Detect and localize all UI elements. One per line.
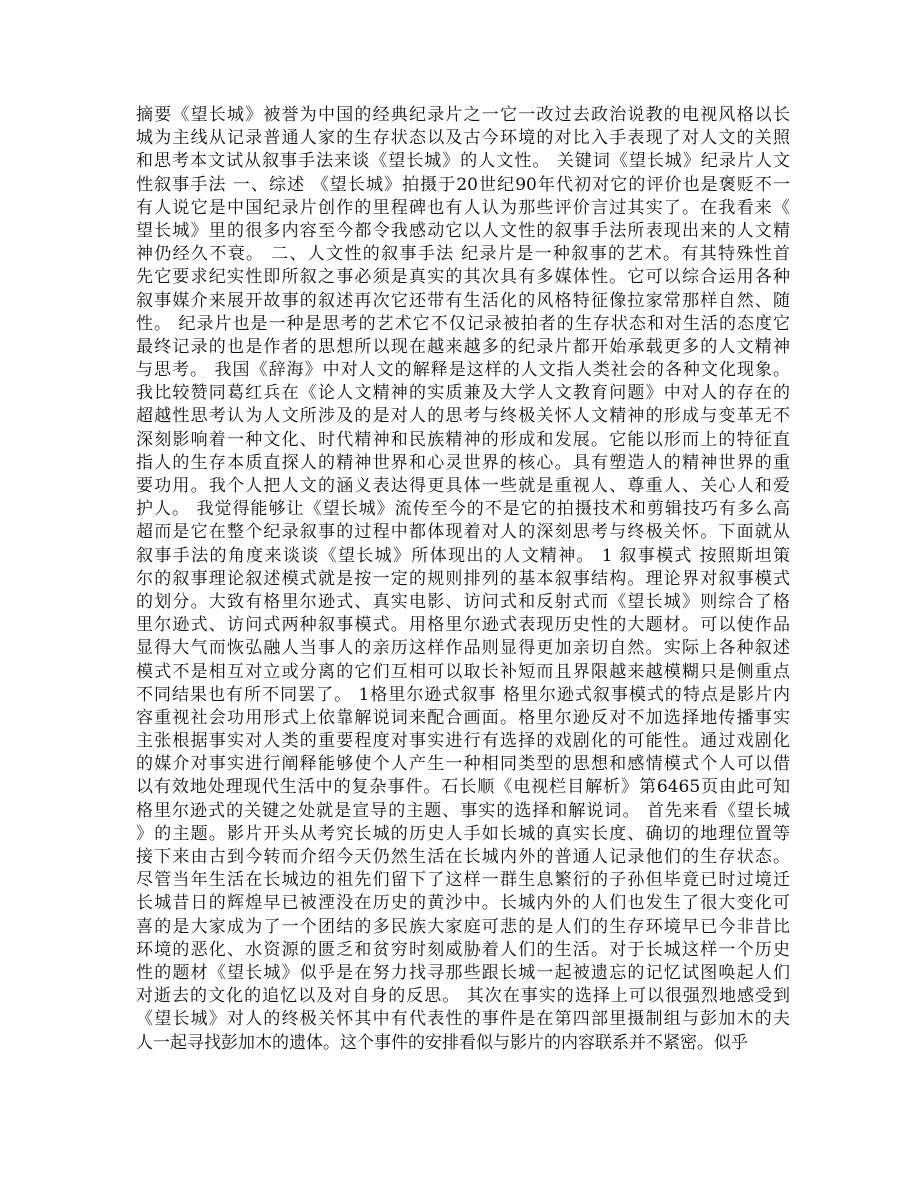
text-line: 对逝去的文化的追忆以及对自身的反思。 其次在事实的选择上可以很强烈地感受到 — [136, 986, 790, 1007]
text-line: 尔的叙事理论叙述模式就是按一定的规则排列的基本叙事结构。理论界对叙事模式 — [136, 568, 790, 589]
text-line: 性的题材《望长城》似乎是在努力找寻那些跟长城一起被遗忘的记忆试图唤起人们 — [136, 962, 790, 983]
text-line: 人一起寻找彭加木的遗体。这个事件的安排看似与影片的内容联系并不紧密。似乎 — [136, 1032, 748, 1053]
text-line: 《望长城》对人的终极关怀其中有代表性的事件是在第四部里摄制组与彭加木的夫 — [136, 1009, 790, 1030]
text-line: 的媒介对事实进行阐释能够使个人产生一种相同类型的思想和感情模式个人可以借 — [136, 754, 790, 775]
text-line: 容重视社会功用形式上依靠解说词来配合画面。格里尔逊反对不加选择地传播事实 — [136, 707, 790, 728]
text-line: 和思考本文试从叙事手法来谈《望长城》的人文性。 关键词《望长城》纪录片人文 — [136, 151, 790, 172]
text-line: 叙事媒介来展开故事的叙述再次它还带有生活化的风格特征像拉家常那样自然、随 — [136, 290, 790, 311]
text-line: 深刻影响着一种文化、时代精神和民族精神的形成和发展。它能以形而上的特征直 — [136, 429, 790, 450]
text-line: 指人的生存本质直探人的精神世界和心灵世界的核心。具有塑造人的精神世界的重 — [136, 452, 790, 473]
text-line: 神仍经久不衰。 二、人文性的叙事手法 纪录片是一种叙事的艺术。有其特殊性首 — [136, 244, 790, 265]
text-line: 显得大气而恢弘融人当事人的亲历这样作品则显得更加亲切自然。实际上各种叙述 — [136, 638, 790, 659]
body-text — [136, 104, 790, 1055]
text-line: 超越性思考认为人文所涉及的是对人的思考与终极关怀人文精神的形成与变革无不 — [136, 406, 790, 427]
text-line: 长城昔日的辉煌早已被湮没在历史的黄沙中。长城内外的人们也发生了很大变化可 — [136, 893, 790, 914]
text-line: 有人说它是中国纪录片创作的里程碑也有人认为那些评价言过其实了。在我看来《 — [136, 197, 790, 218]
text-line: 护人。 我觉得能够让《望长城》流传至今的不是它的拍摄技术和剪辑技巧有多么高 — [136, 499, 790, 520]
text-line: 的划分。大致有格里尔逊式、真实电影、访问式和反射式而《望长城》则综合了格 — [136, 591, 790, 612]
text-line: 叙事手法的角度来谈谈《望长城》所体现出的人文精神。 1 叙事模式 按照斯坦策 — [136, 545, 790, 566]
text-line: 望长城》里的很多内容至今都令我感动它以人文性的叙事手法所表现出来的人文精 — [136, 220, 790, 241]
text-line: 模式不是相互对立或分离的它们互相可以取长补短而且界限越来越模糊只是侧重点 — [136, 661, 790, 682]
text-line: 与思考。 我国《辞海》中对人文的解释是这样的人文指人类社会的各种文化现象。 — [136, 360, 790, 381]
text-line: 城为主线从记录普通人家的生存状态以及古今环境的对比入手表现了对人文的关照 — [136, 128, 790, 149]
text-line: 性叙事手法 一、综述 《望长城》拍摄于20世纪90年代初对它的评价也是褒贬不一 — [136, 174, 790, 195]
text-line: 要功用。我个人把人文的涵义表达得更具体一些就是重视人、尊重人、关心人和爱 — [136, 476, 790, 496]
text-line: 格里尔逊式的关键之处就是宣导的主题、事实的选择和解说词。 首先来看《望长城 — [136, 800, 790, 821]
text-line: 环境的恶化、水资源的匮乏和贫穷时刻威胁着人们的生活。对于长城这样一个历史 — [136, 939, 790, 960]
text-line: 喜的是大家成为了一个团结的多民族大家庭可悲的是人们的生存环境早已今非昔比 — [136, 916, 790, 937]
text-line: 先它要求纪实性即所叙之事必须是真实的其次具有多媒体性。它可以综合运用各种 — [136, 267, 790, 288]
text-line: 以有效地处理现代生活中的复杂事件。石长顺《电视栏目解析》第6465页由此可知 — [136, 777, 790, 798]
text-line: 接下来由古到今转而介绍今天仍然生活在长城内外的普通人记录他们的生存状态。 — [136, 847, 790, 867]
text-line: 不同结果也有所不同罢了。 1格里尔逊式叙事 格里尔逊式叙事模式的特点是影片内 — [136, 684, 790, 705]
text-line: 最终记录的也是作者的思想所以现在越来越多的纪录片都开始承载更多的人文精神 — [136, 336, 790, 357]
text-line: 》的主题。影片开头从考究长城的历史人手如长城的真实长度、确切的地理位置等 — [136, 823, 790, 844]
text-line: 尽管当年生活在长城边的祖先们留下了这样一群生息繁衍的子孙但毕竟已时过境迁 — [136, 870, 790, 891]
text-line: 我比较赞同葛红兵在《论人文精神的实质兼及大学人文教育问题》中对人的存在的 — [136, 383, 790, 404]
text-line: 里尔逊式、访问式两种叙事模式。用格里尔逊式表现历史性的大题材。可以使作品 — [136, 615, 790, 636]
text-line: 主张根据事实对人类的重要程度对事实进行有选择的戏剧化的可能性。通过戏剧化 — [136, 731, 790, 752]
text-line: 摘要《望长城》被誉为中国的经典纪录片之一它一改过去政治说教的电视风格以长 — [136, 105, 790, 125]
text-line: 超而是它在整个纪录叙事的过程中都体现着对人的深刻思考与终极关怀。下面就从 — [136, 522, 790, 543]
text-line: 性。 纪录片也是一种是思考的艺术它不仅记录被拍者的生存状态和对生活的态度它 — [136, 313, 790, 334]
